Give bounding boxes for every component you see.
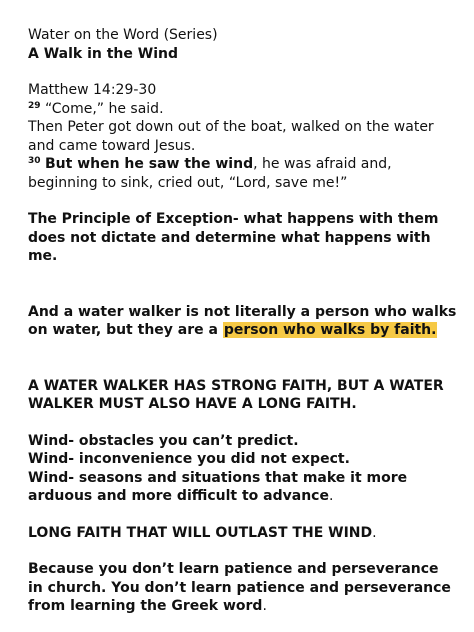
wind-line-text: Wind- seasons and situations that make it more arduous and more difficult to advance bbox=[28, 469, 408, 504]
verse-29-text: “Come,” he said. bbox=[44, 100, 164, 117]
verse-number-30: 30 bbox=[28, 156, 41, 166]
highlighted-phrase: person who walks by faith. bbox=[223, 322, 437, 338]
long-faith-heading: LONG FAITH THAT WILL OUTLAST THE WIND. bbox=[28, 524, 377, 541]
strong-faith-heading: A WATER WALKER HAS STRONG FAITH, BUT A WATER WALKER MUST ALSO HAVE A LONG FAITH. bbox=[28, 377, 444, 412]
water-walker-paragraph bbox=[28, 303, 458, 340]
wind-line-text: Wind- inconvenience you did not expect. bbox=[28, 451, 350, 467]
wind-line bbox=[28, 432, 458, 451]
wind-line-period: . bbox=[328, 488, 334, 504]
verse-30 bbox=[28, 155, 458, 192]
document-page bbox=[28, 26, 458, 616]
wind-line bbox=[28, 469, 458, 506]
principle-of-exception: The Principle of Exception- what happens with them does not dictate and determine what happens with me. bbox=[28, 211, 439, 264]
wind-line-text: Wind- obstacles you can’t predict. bbox=[28, 432, 299, 449]
page-title: A Walk in the Wind bbox=[28, 45, 178, 62]
verse-30-bold: But when he saw the wind bbox=[44, 156, 254, 172]
verse-number-29: 29 bbox=[28, 100, 41, 111]
verse-29 bbox=[28, 100, 458, 119]
verse-30-rest: , he was afraid and, beginning to sink, cried out, “Lord, save me!” bbox=[28, 156, 392, 191]
wind-definitions bbox=[28, 432, 458, 506]
series-line: Water on the Word (Series) bbox=[28, 27, 218, 43]
water-walker-text: And a water walker is not literally a person who walks on water, but they are a bbox=[28, 303, 457, 338]
verse-29-continued: Then Peter got down out of the boat, walked on the water and came toward Jesus. bbox=[28, 119, 434, 154]
scripture-passage bbox=[28, 81, 458, 192]
scripture-reference: Matthew 14:29-30 bbox=[28, 82, 157, 98]
wind-line bbox=[28, 450, 458, 469]
closing-paragraph: Because you don’t learn patience and perseverance in church. You don’t learn patience and perseverance from learning the Greek word. bbox=[28, 561, 451, 614]
